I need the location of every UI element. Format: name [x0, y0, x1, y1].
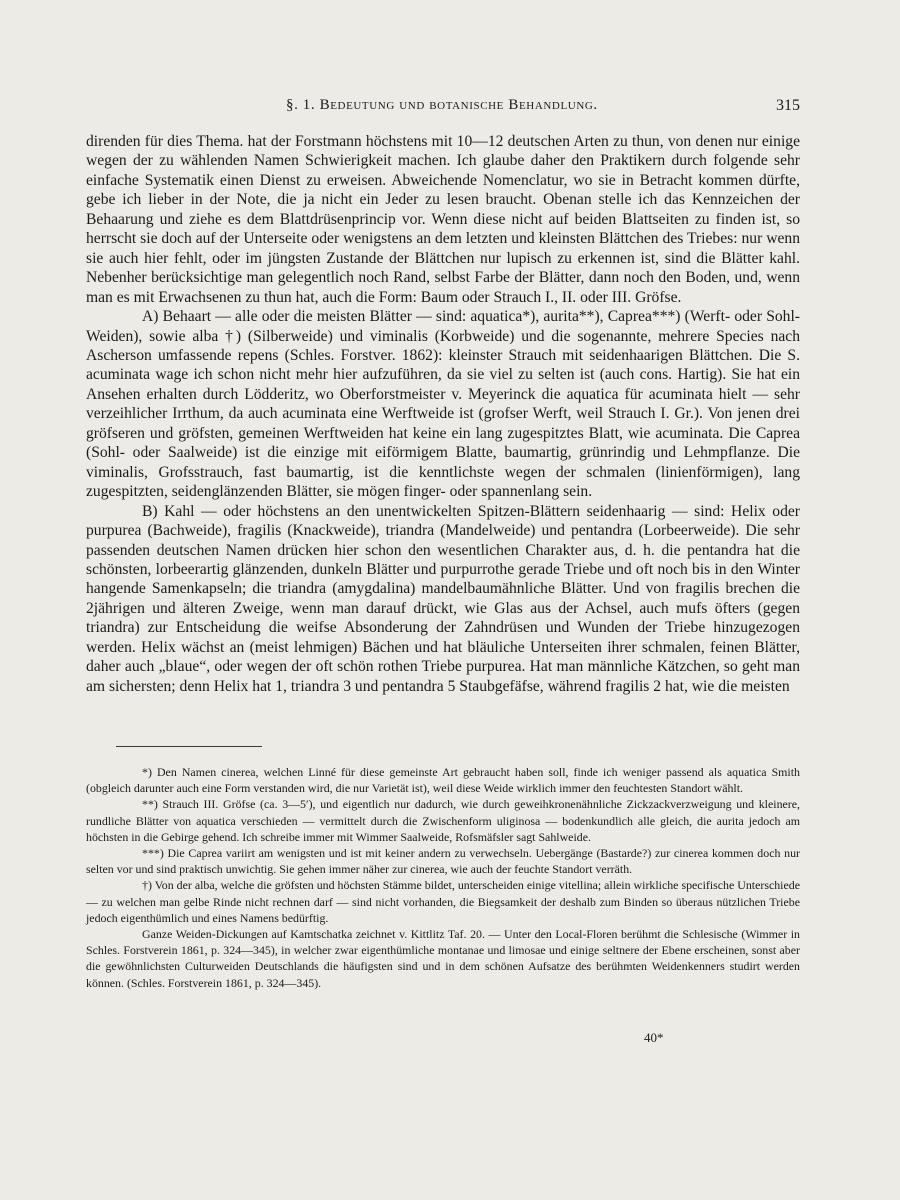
footnote-1: *) Den Namen cinerea, welchen Linné für diese gemeinste Art gebraucht haben soll, finde ich weniger passend als aquatica Smith (obgleich darunter auch eine Form verstanden wird, die nur Varietät ist), weil diese Weide wirklich immer den feuchtesten Standort wählt.: [86, 765, 800, 796]
footnote-3: ***) Die Caprea variirt am wenigsten und ist mit keiner andern zu verwechseln. Uebergänge (Bastarde?) zur cinerea kommen doch nur selten vor und sind praktisch unwichtig. Sie gehen immer näher zur cinerea, wie auch der feuchte Standort verräth.: [86, 846, 800, 877]
paragraph-behaart: A) Behaart — alle oder die meisten Blätter — sind: aquatica*), aurita**), Caprea***) (Werft- oder Sohl-Weiden), sowie alba †) (Silberweide) und viminalis (Korbweide) und die sogenannte, mehrere Species nach Ascherson umfassende repens (Schles. Forstver. 1862): kleinster Strauch mit seidenhaarigen Blättchen. Die S. acuminata wage ich schon nicht mehr hier aufzuführen, da sie viel zu selten ist (auch cons. Hartig). Sie hat ein Ansehen erhalten durch Lödderitz, wo Oberforstmeister v. Meyerinck die aquatica für acuminata hielt — sehr verzeihlicher Irrthum, da auch acuminata eine Werftweide ist (grofser Werft, weil Strauch I. Gr.). Von jenen drei gröfseren und gröfsten, gemeinen Werftweiden hat keine ein lang zugespitztes Blatt, wie acuminata. Die Caprea (Sohl- oder Saalweide) ist die einzige mit eiförmigem Blatte, baumartig, grünrindig und Lehmpflanze. Die viminalis, Grofsstrauch, fast baumartig, ist die kenntlichste wegen der schmalen (linienförmigen), lang zugespitzten, seidenglänzenden Blätter, sie mögen finger- oder spannenlang sein.: [86, 308, 800, 501]
footnotes: [86, 764, 800, 991]
footnote-2: **) Strauch III. Gröfse (ca. 3—5′), und eigentlich nur dadurch, wie durch geweihkronenähnliche Zickzackverzweigung und kleinere, rundliche Blätter von aquatica verschieden — vermittelt durch die Zwischenform uliginosa — bodenkundlich alle gleich, die aurita jedoch am höchsten in die Gebirge gehend. Ich schreibe immer mit Wimmer Saalweide, Rofsmäfsler sagt Sahlweide.: [86, 797, 800, 844]
running-header: [86, 97, 800, 121]
page-number: 315: [776, 97, 800, 114]
main-text: [86, 132, 800, 696]
footnote-4: †) Von der alba, welche die gröfsten und höchsten Stämme bildet, unterscheiden einige vitellina; allein wirkliche specifische Unterschiede — zu welchen man gelbe Rinde nicht rechnen darf — sind nicht vorhanden, die Biegsamkeit der deshalb zum Binden so überaus nützlichen Triebe jedoch eigenthümlich und eines Namens bedürftig.: [86, 878, 800, 925]
signature-mark: 40*: [644, 1030, 664, 1045]
footnote-5: Ganze Weiden-Dickungen auf Kamtschatka zeichnet v. Kittlitz Taf. 20. — Unter den Local-Floren berühmt die Schlesische (Wimmer in Schles. Forstverein 1861, p. 324—345), in welcher zwar eigenthümliche montanae und limosae und einige seltnere der Ebene erscheinen, sonst aber die gewöhnlichsten Culturweiden Deutschlands die häufigsten sind und in dem schönen Aufsatze des berühmten Weidenkenners studirt werden können. (Schles. Forstverein 1861, p. 324—345).: [86, 927, 800, 990]
paragraph-kahl: B) Kahl — oder höchstens an den unentwickelten Spitzen-Blättern seidenhaarig — sind: Helix oder purpurea (Bachweide), fragilis (Knackweide), triandra (Mandelweide) und pentandra (Lorbeerweide). Die sehr passenden deutschen Namen drücken hier schon den wesentlichen Charakter aus, d. h. die pentandra hat die schönsten, lorbeerartig glänzenden, dunkeln Blätter und purpurrothe gerade Triebe und oft noch bis in den Winter hangende Samenkapseln; die triandra (amygdalina) mandelbaumähnliche Blätter. Und von fragilis brechen die 2jährigen und älteren Zweige, wenn man darauf drückt, wie Glas aus der Achsel, auch mufs öfters (gegen triandra) zur Entscheidung die weifse Absonderung der Zahndrüsen und Wunden der Triebe hinzugezogen werden. Helix wächst an (meist lehmigen) Bächen und hat bläuliche Unterseiten ihrer schmalen, feinen Blätter, daher auch „blaue“, oder wegen der oft schön rothen Triebe purpurea. Hat man männliche Kätzchen, so geht man am sichersten; denn Helix hat 1, triandra 3 und pentandra 5 Staubgefäfse, während fragilis 2 hat, wie die meisten: [86, 502, 800, 695]
footnote-rule: [116, 746, 262, 747]
section-title: §. 1. Bedeutung und botanische Behandlung.: [286, 97, 598, 113]
paragraph-intro: direnden für dies Thema. hat der Forstmann höchstens mit 10—12 deutschen Arten zu thun, von denen nur einige wegen der zu wählenden Namen Schwierigkeit machen. Ich glaube daher den Praktikern durch folgende sehr einfache Systematik einen Dienst zu erweisen. Abweichende Nomenclatur, wo sie in Betracht kommen dürfte, gebe ich lieber in der Note, die ja nicht ein Jeder zu lesen braucht. Obenan stelle ich das Kennzeichen der Behaarung und ziehe es dem Blattdrüsenprincip vor. Wenn diese nicht auf beiden Blattseiten zu finden ist, so herrscht sie doch auf der Unterseite oder wenigstens an dem letzten und kleinsten Blättchen des Triebes: nur wenn sie auch hier fehlt, oder im jüngsten Zustande der Blättchen nur lupisch zu erkennen ist, sind die Blätter kahl. Nebenher berücksichtige man gelegentlich noch Rand, selbst Farbe der Blätter, dann noch den Boden, und, wenn man es mit Erwachsenen zu thun hat, auch die Form: Baum oder Strauch I., II. oder III. Gröfse.: [86, 133, 800, 306]
